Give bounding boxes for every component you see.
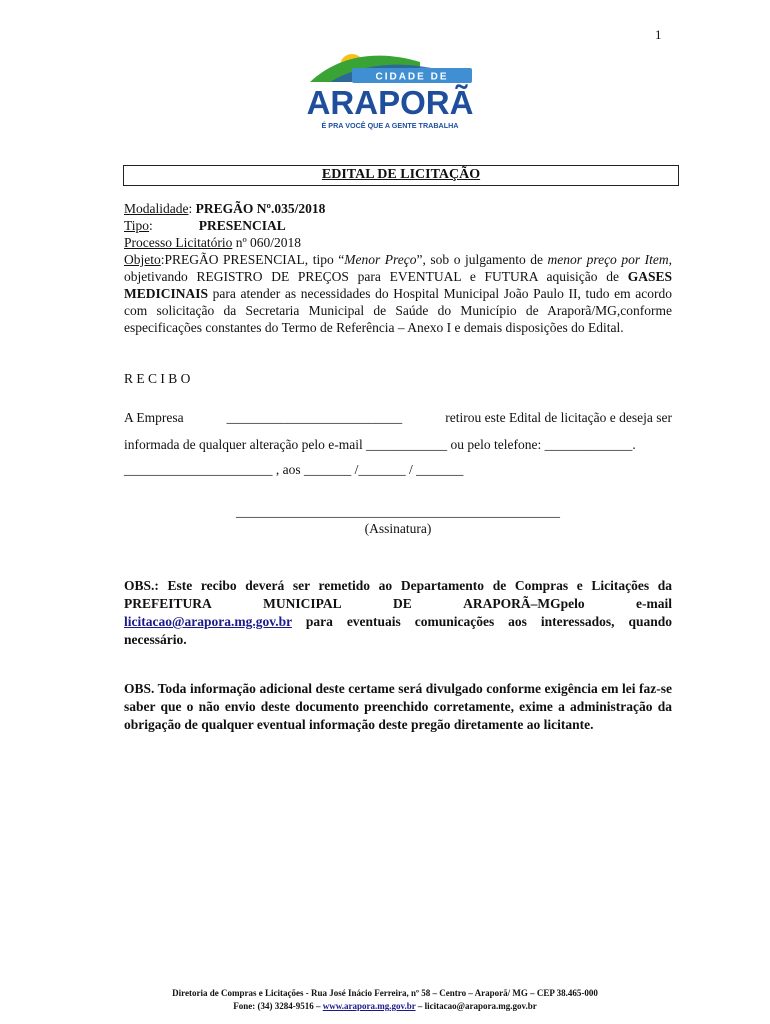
page-footer xyxy=(100,987,670,1013)
obs-recibo xyxy=(124,577,672,649)
footer-website-link[interactable]: www.arapora.mg.gov.br xyxy=(322,1001,416,1011)
document-title: EDITAL DE LICITAÇÃO xyxy=(123,165,679,186)
objeto-text-3: ”, sob o julgamento de xyxy=(416,252,548,267)
obs-word-3: DE xyxy=(392,596,412,611)
obs-word-2: MUNICIPAL xyxy=(263,596,342,611)
email-link[interactable]: licitacao@arapora.mg.gov.br xyxy=(124,614,292,629)
footer-address: Diretoria de Compras e Licitações - Rua José Inácio Ferreira, nº 58 – Centro – Araporã/ MG – CEP 38.465-000 xyxy=(172,988,598,998)
objeto-paragraph xyxy=(124,251,672,336)
footer-contact xyxy=(100,1000,670,1013)
obs-word-1: PREFEITURA xyxy=(124,596,212,611)
logo-city-name: ARAPORÃ xyxy=(306,84,474,121)
recibo-line-2: informada de qualquer alteração pelo e-mail ____________ ou pelo telefone: _____________. xyxy=(124,437,636,452)
recibo-empresa-label: A Empresa xyxy=(124,410,184,425)
obs-recibo-line-2 xyxy=(124,595,672,613)
logo-slogan: É PRA VOCÊ QUE A GENTE TRABALHA xyxy=(321,121,459,130)
objeto-text-2: Menor Preço xyxy=(344,252,417,267)
obs-recibo-line-1: OBS.: Este recibo deverá ser remetido ao Departamento de Compras e Licitações da xyxy=(124,578,672,593)
tipo-value: PRESENCIAL xyxy=(198,218,286,233)
recibo-line-1 xyxy=(124,409,672,426)
city-logo xyxy=(290,48,490,134)
processo-value: nº 060/2018 xyxy=(232,235,302,250)
obs-word-5: e-mail xyxy=(635,596,672,611)
processo-label: Processo Licitatório xyxy=(124,235,233,250)
page-number: 1 xyxy=(655,27,662,42)
recibo-heading: R E C I B O xyxy=(124,371,191,386)
tipo-label: Tipo xyxy=(124,218,150,233)
modalidade-value: PREGÃO Nº.035/2018 xyxy=(195,201,326,216)
edital-info xyxy=(124,200,672,336)
objeto-text-7: para atender as necessidades do Hospital Municipal João Paulo II, tudo em acordo com solicitação da Secretaria Municipal de Saúde do Município de Araporã/MG,conforme especificações constantes do Termo de Referência – Anexo I e demais disposições do Edital. xyxy=(124,286,672,335)
signature-label: (Assinatura) xyxy=(364,521,432,536)
recibo-empresa-blank[interactable]: __________________________ xyxy=(226,410,403,425)
objeto-text-5: , objetivando REGISTRO DE PREÇOS para EVENTUAL e FUTURA aquisição de xyxy=(124,252,672,284)
obs-recibo-line-3 xyxy=(124,613,672,649)
footer-email: – licitacao@arapora.mg.gov.br xyxy=(415,1001,537,1011)
obs-informacao: OBS. Toda informação adicional deste certame será divulgado conforme exigência em lei faz-se saber que o não envio deste documento preenchido corretamente, exime a administração da obrigação de qualquer eventual informação deste pregão diretamente ao licitante. xyxy=(124,681,672,732)
objeto-label: Objeto xyxy=(124,252,161,267)
signature-line[interactable]: ________________________________________________ xyxy=(236,504,560,519)
objeto-text-4: menor preço por Item xyxy=(547,252,669,267)
objeto-text-6: GASES MEDICINAIS xyxy=(124,269,672,301)
modalidade-line: Modalidade: PREGÃO Nº.035/2018 xyxy=(124,201,326,216)
footer-phone: Fone: (34) 3284-9516 – xyxy=(233,1001,323,1011)
logo-top-text: CIDADE DE xyxy=(375,71,449,83)
obs-word-4: ARAPORÃ–MGpelo xyxy=(463,596,585,611)
recibo-line-3: ______________________ , aos _______ /_______ / _______ xyxy=(124,462,464,477)
modalidade-label: Modalidade xyxy=(124,201,189,216)
processo-line xyxy=(124,234,672,251)
tipo-line: Tipo: PRESENCIAL xyxy=(124,218,286,233)
obs-recibo-text: para eventuais comunicações aos interessados, quando necessário. xyxy=(124,614,672,647)
objeto-text-1: :PREGÃO PRESENCIAL, tipo “ xyxy=(160,252,345,267)
recibo-line-1-text: retirou este Edital de licitação e deseja ser xyxy=(445,410,672,425)
